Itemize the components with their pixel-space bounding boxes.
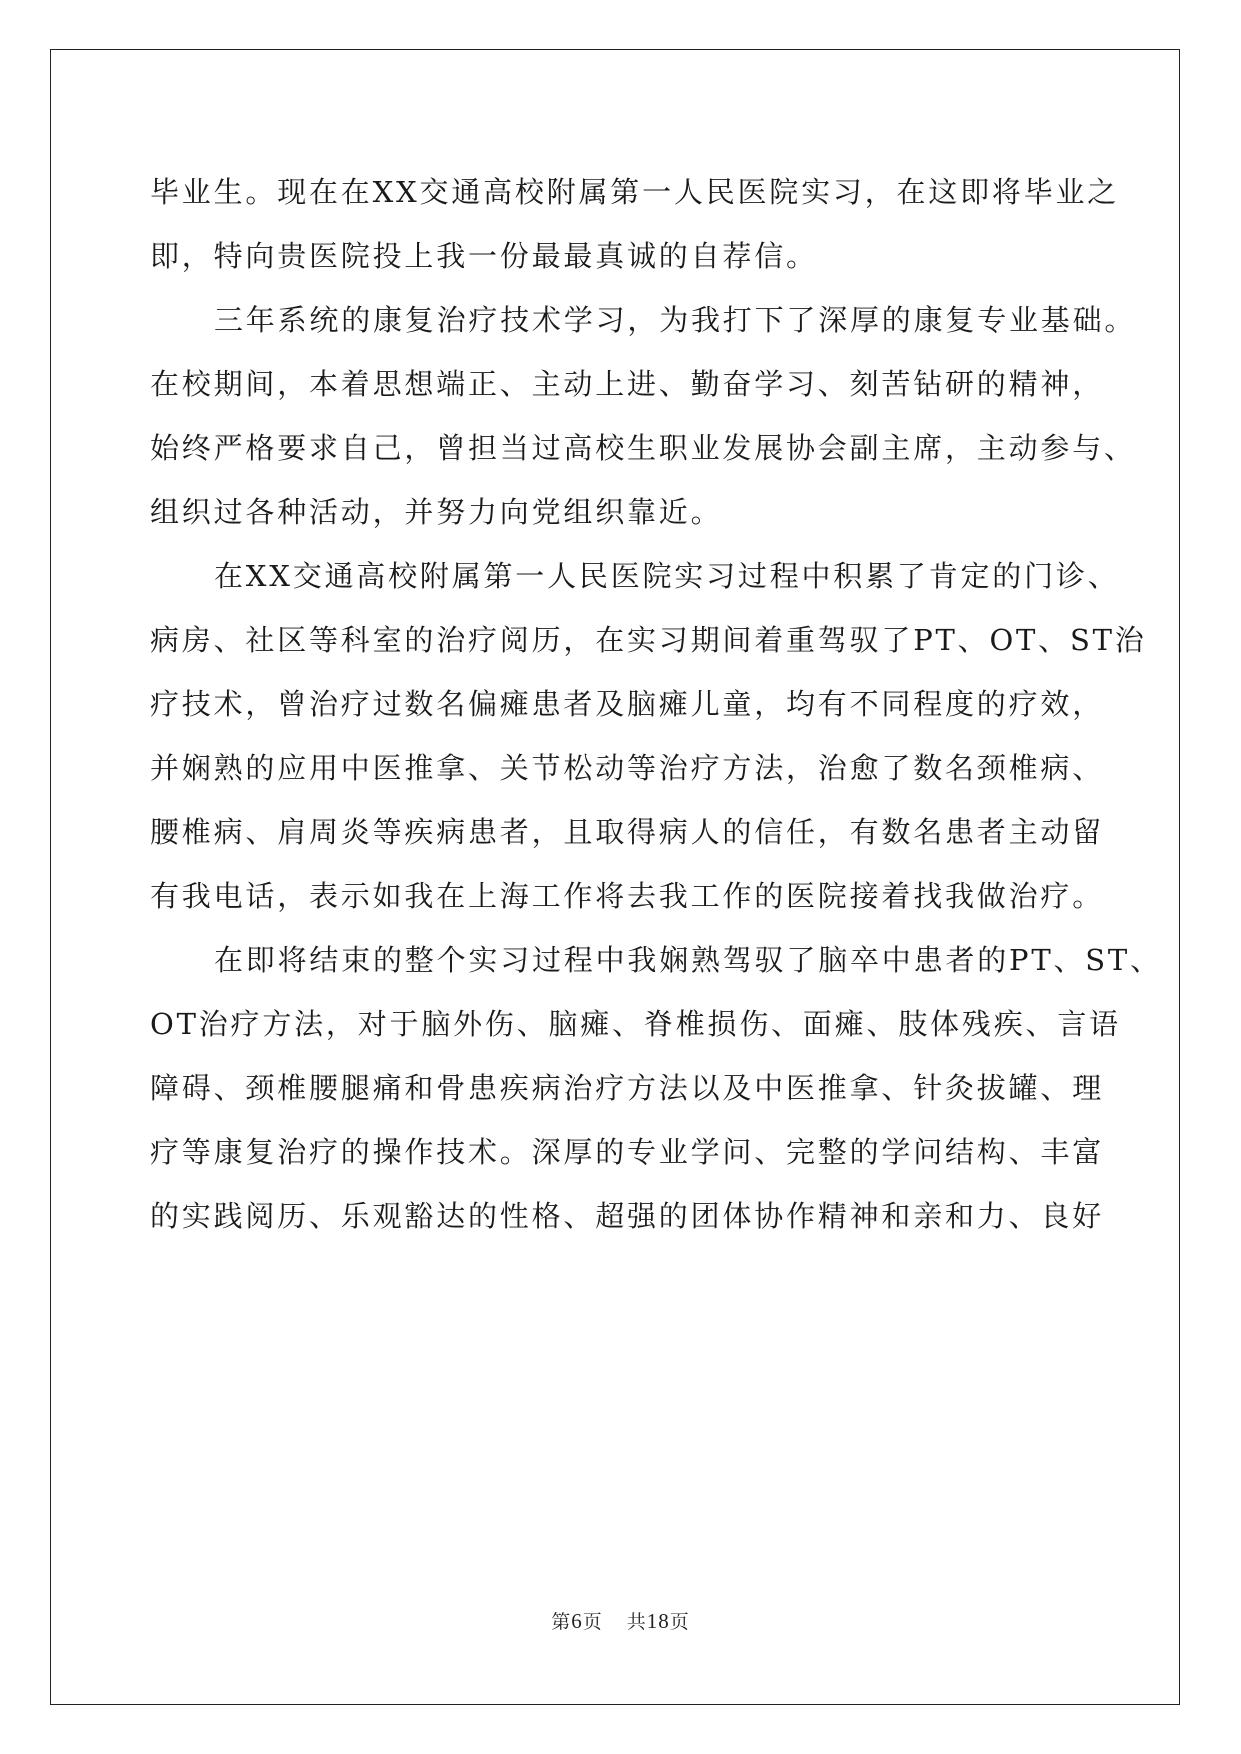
text-line: 三年系统的康复治疗技术学习，为我打下了深厚的康复专业基础。 (214, 303, 1137, 337)
text-line: 始终严格要求自己，曾担当过高校生职业发展协会副主席，主动参与、 (150, 431, 1136, 465)
text-line: 有我电话，表示如我在上海工作将去我工作的医院接着找我做治疗。 (150, 879, 1105, 913)
text-line: 毕业生。现在在XX交通高校附属第一人民医院实习，在这即将毕业之 (150, 175, 1120, 209)
total-page-count: 18 (646, 1609, 670, 1633)
total-suffix: 页 (669, 1611, 690, 1633)
page-footer (0, 1607, 1241, 1634)
page-prefix: 第 (551, 1611, 572, 1633)
text-line: 在XX交通高校附属第一人民医院实习过程中积累了肯定的门诊、 (214, 559, 1120, 593)
text-line: 并娴熟的应用中医推拿、关节松动等治疗方法，治愈了数名颈椎病、 (150, 751, 1105, 785)
text-line: 障碍、颈椎腰腿痛和骨患疾病治疗方法以及中医推拿、针灸拔罐、理 (150, 1071, 1105, 1105)
text-line: 在校期间，本着思想端正、主动上进、勤奋学习、刻苦钻研的精神， (150, 367, 1105, 401)
page-suffix: 页 (582, 1611, 603, 1633)
text-line: 疗等康复治疗的操作技术。深厚的专业学问、完整的学问结构、丰富 (150, 1135, 1105, 1169)
text-line: 病房、社区等科室的治疗阅历，在实习期间着重驾驭了PT、OT、ST治 (150, 623, 1147, 657)
text-line: 在即将结束的整个实习过程中我娴熟驾驭了脑卒中患者的PT、ST、 (214, 943, 1162, 977)
text-line: 即，特向贵医院投上我一份最最真诚的自荐信。 (150, 239, 818, 273)
text-line: OT治疗方法，对于脑外伤、脑瘫、脊椎损伤、面瘫、肢体残疾、言语 (150, 1007, 1121, 1041)
text-line: 疗技术，曾治疗过数名偏瘫患者及脑瘫儿童，均有不同程度的疗效， (150, 687, 1105, 721)
document-body (150, 160, 1162, 1248)
text-line: 组织过各种活动，并努力向党组织靠近。 (150, 495, 723, 529)
text-line: 腰椎病、肩周炎等疾病患者，且取得病人的信任，有数名患者主动留 (150, 815, 1105, 849)
total-prefix: 共 (626, 1611, 647, 1633)
text-line: 的实践阅历、乐观豁达的性格、超强的团体协作精神和亲和力、良好 (150, 1199, 1105, 1233)
current-page-number: 6 (571, 1609, 583, 1633)
